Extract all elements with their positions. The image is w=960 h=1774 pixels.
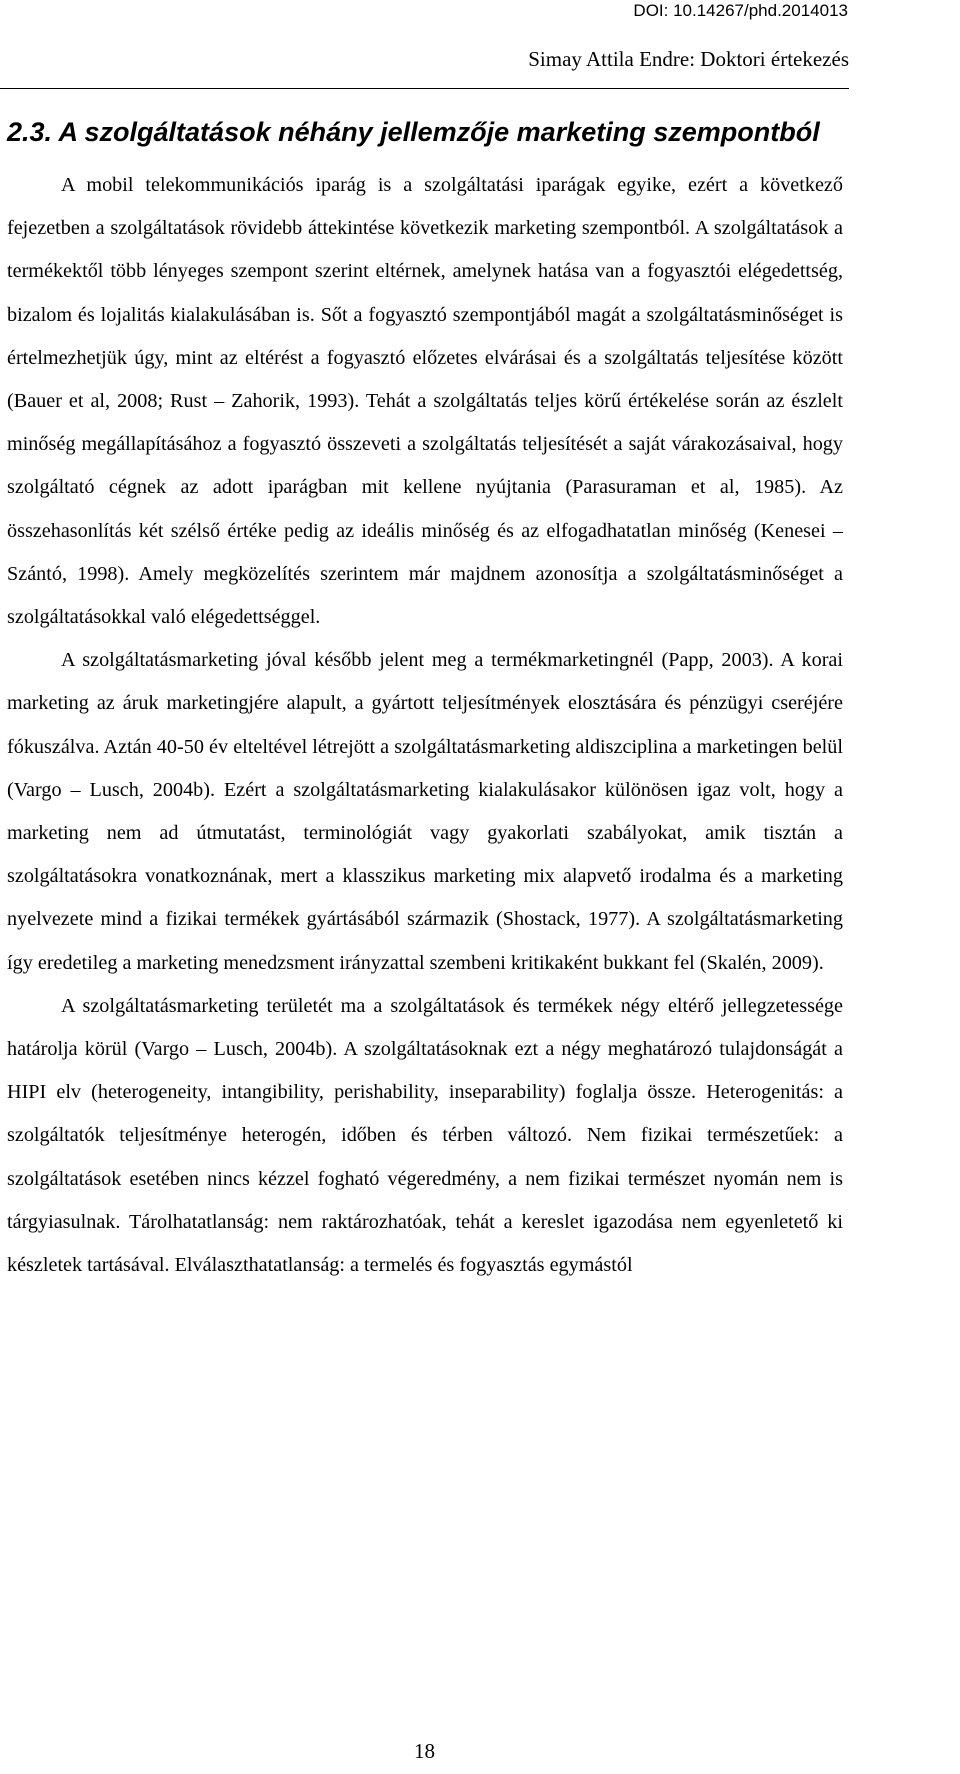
header-divider [0, 88, 849, 89]
paragraph-2: A szolgáltatásmarketing jóval később jelent meg a termékmarketingnél (Papp, 2003). A korai marketing az áruk marketingjére alapult, a gyártott teljesítmények elosztására és pénzügyi cseréjére fókuszálva. Aztán 40-50 év elteltével létrejött a szolgáltatásmarketing aldiszciplina a marketingen belül (Vargo – Lusch, 2004b). Ezért a szolgáltatásmarketing kialakulásakor különösen igaz volt, hogy a marketing nem ad útmutatást, terminológiát vagy gyakorlati szabályokat, amik tisztán a szolgáltatásokra vonatkoznának, mert a klasszikus marketing mix alapvető irodalma és a marketing nyelvezete mind a fizikai termékek gyártásából származik (Shostack, 1977). A szolgáltatásmarketing így eredetileg a marketing menedzsment irányzattal szembeni kritikaként bukkant fel (Skalén, 2009). [7, 649, 843, 974]
paragraph-3: A szolgáltatásmarketing területét ma a szolgáltatások és termékek négy eltérő jellegzetessége határolja körül (Vargo – Lusch, 2004b). A szolgáltatásoknak ezt a négy meghatározó tulajdonságát a HIPI elv (heterogeneity, intangibility, perishability, inseparability) foglalja össze. Heterogenitás: a szolgáltatók teljesítménye heterogén, időben és térben változó. Nem fizikai természetűek: a szolgáltatások esetében nincs kézzel fogható végeredmény, a nem fizikai természet nyomán nem is tárgyiasulnak. Tárolhatatlanság: nem raktározhatóak, tehát a kereslet igazodása nem egyenletető ki készletek tartásával. Elválaszthatatlanság: a termelés és fogyasztás egymástól [7, 994, 843, 1277]
page-number: 18 [414, 1739, 435, 1763]
doi-label: DOI: 10.14267/phd.2014013 [633, 1, 848, 20]
section-title: 2.3. A szolgáltatások néhány jellemzője marketing szempontból [7, 117, 820, 147]
running-header: Simay Attila Endre: Doktori értekezés [528, 47, 849, 71]
paragraph-1: A mobil telekommunikációs iparág is a szolgáltatási iparágak egyike, ezért a következő fejezetben a szolgáltatások rövidebb áttekintése következik marketing szempontból. A szolgáltatások a termékektől több lényeges szempont szerint eltérnek, amelynek hatása van a fogyasztói elégedettség, bizalom és lojalitás kialakulásában is. Sőt a fogyasztó szempontjából magát a szolgáltatásminőséget is értelmezhetjük úgy, mint az eltérést a fogyasztó előzetes elvárásai és a szolgáltatás teljesítése között (Bauer et al, 2008; Rust – Zahorik, 1993). Tehát a szolgáltatás teljes körű értékelése során az észlelt minőség megállapításához a fogyasztó összeveti a szolgáltatás teljesítését a saját várakozásaival, hogy szolgáltató cégnek az adott iparágban mit kellene nyújtania (Parasuraman et al, 1985). Az összehasonlítás két szélső értéke pedig az ideális minőség és az elfogadhatatlan minőség (Kenesei – Szántó, 1998). Amely megközelítés szerintem már majdnem azonosítja a szolgáltatásminőséget a szolgáltatásokkal való elégedettséggel. [7, 174, 843, 629]
body-text [7, 164, 843, 1287]
